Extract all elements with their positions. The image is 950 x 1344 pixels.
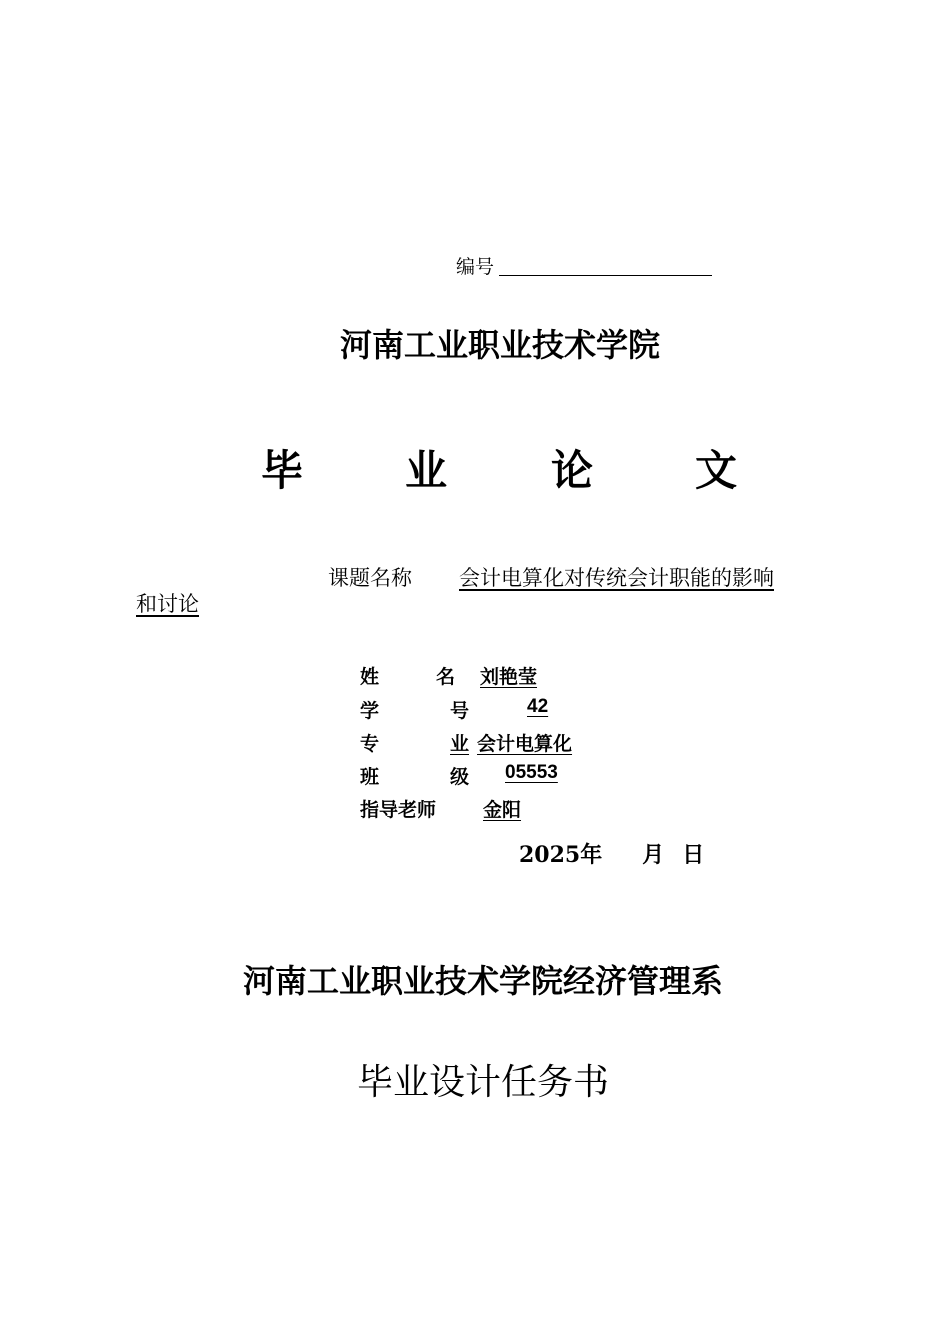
date-month: 月 — [642, 842, 665, 868]
name-value: 刘艳莹 — [480, 667, 538, 688]
class-label-a: 班 — [360, 767, 380, 788]
advisor-label: 指导老师 — [360, 800, 437, 821]
serial-number-blank — [499, 275, 712, 276]
major-value: 业 会计电算化 — [450, 734, 573, 755]
advisor-value: 金阳 — [483, 800, 522, 821]
school-title: 河南工业职业技术学院 — [339, 326, 660, 364]
topic-value-line-2 — [136, 588, 273, 618]
name-label-b: 名 — [436, 667, 456, 688]
date-day: 日 — [682, 842, 705, 868]
name-label-a: 姓 — [360, 667, 380, 688]
task-book-title: 毕业设计任务书 — [356, 1062, 609, 1103]
topic-value-line-1 — [425, 562, 774, 592]
student-no-label-b: 号 — [450, 701, 470, 722]
thesis-title-char-4: 文 — [695, 446, 738, 495]
topic-text-2: 和讨论 — [136, 592, 199, 616]
date-year: 2025年 — [519, 842, 603, 868]
date-line — [519, 838, 704, 869]
thesis-title-char-1: 毕 — [261, 446, 304, 495]
topic-text-1: 会计电算化对传统会计职能的影响 — [459, 566, 774, 590]
topic-label: 课题名称 — [328, 566, 412, 590]
thesis-title-char-2: 业 — [405, 446, 448, 495]
department-title: 河南工业职业技术学院经济管理系 — [242, 962, 723, 1000]
class-label-b: 级 — [450, 767, 470, 788]
student-no-label-a: 学 — [360, 701, 380, 722]
thesis-title-char-3: 论 — [551, 446, 594, 495]
serial-number-label: 编号 — [456, 256, 495, 278]
class-value: 05553 — [505, 762, 558, 783]
major-label-a: 专 — [360, 734, 380, 755]
student-no-value: 42 — [527, 696, 549, 717]
